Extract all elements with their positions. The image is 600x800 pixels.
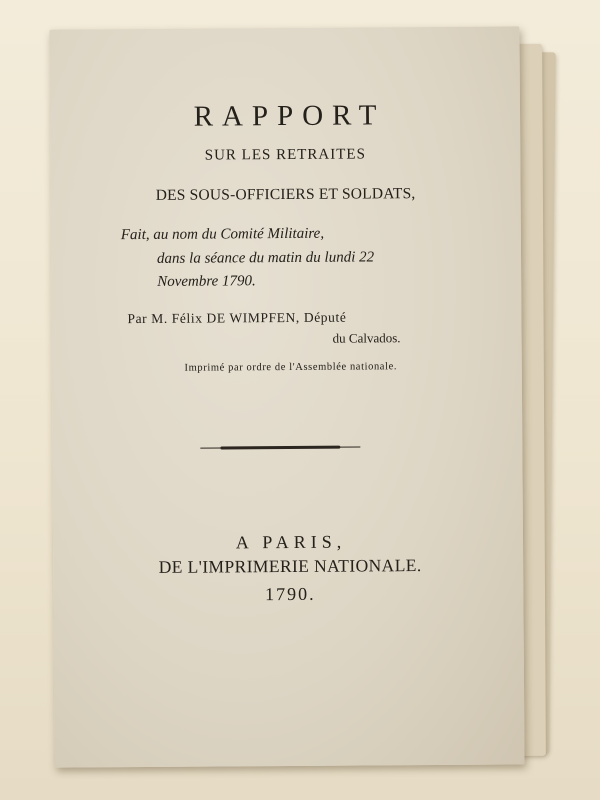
made-line-2: dans la séance du matin du lundi 22 (156, 249, 375, 267)
made-line-3: Novembre 1790. (157, 273, 256, 290)
printed-by-line: Imprimé par ordre de l'Assemblée nationale. (184, 361, 398, 374)
made-line-1: Fait, au nom du Comité Militaire, (120, 225, 325, 244)
imprint-printer: DE L'IMPRIMERIE NATIONALE. (158, 555, 422, 577)
subtitle-line-1: SUR LES RETRAITES (204, 146, 366, 164)
title-page (49, 26, 524, 767)
subtitle-line-2: DES SOUS-OFFICIERS ET SOLDATS, (155, 185, 416, 204)
author-line-2: du Calvados. (332, 330, 401, 346)
decorative-rule (220, 446, 340, 450)
document-title: RAPPORT (193, 99, 386, 133)
imprint-place: A PARIS, (235, 531, 347, 553)
author-line-1: Par M. Félix DE WIMPFEN, Député (127, 309, 347, 327)
imprint-year: 1790. (265, 583, 316, 605)
